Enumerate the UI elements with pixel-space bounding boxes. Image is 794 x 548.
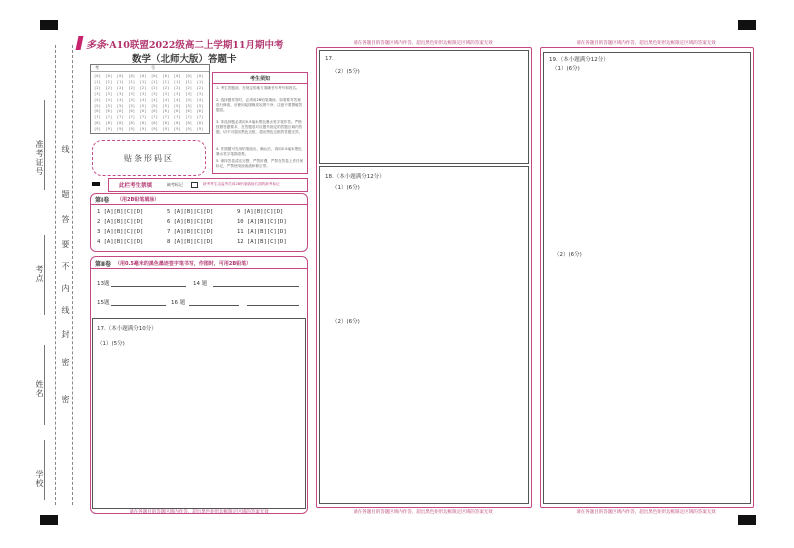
notice-item-5: 5. 保持答卷清洁完整，严禁折叠，严禁在答卷上作任何标记，严禁使用涂改液和修正带。 [216, 159, 304, 168]
section1-title-rule [91, 204, 307, 205]
id-bubble[interactable]: [9] [162, 126, 170, 132]
id-bubble[interactable]: [3] [196, 90, 204, 96]
name-underline [44, 345, 45, 425]
choice-q3[interactable]: 3 [A][B][C][D] [97, 229, 144, 235]
forbidden-marker [92, 182, 100, 186]
q14-answer-line[interactable] [213, 286, 299, 287]
q15-label: 15题 [97, 300, 110, 306]
forbidden-row [108, 178, 308, 192]
id-bubble[interactable]: [1] [151, 78, 158, 84]
id-bubble[interactable]: [2] [151, 84, 158, 90]
student-id-grid[interactable] [90, 64, 210, 134]
id-bubble[interactable]: [6] [196, 108, 204, 114]
section2-title: 第Ⅱ卷 [95, 261, 111, 268]
section1-hint: （用2B铅笔填涂） [117, 197, 160, 203]
q18-part1: （1）(6分) [332, 185, 360, 191]
id-bubble[interactable]: [9] [128, 126, 136, 132]
id-bubble[interactable]: [5] [116, 102, 124, 108]
id-bubble[interactable]: [3] [139, 90, 147, 96]
id-bubble[interactable]: [0] [196, 73, 204, 78]
id-bubble[interactable]: [5] [128, 102, 136, 108]
exam-title: ·A10联盟2022级高二上学期11月期中考 [106, 40, 284, 51]
id-bubble[interactable]: [2] [162, 84, 170, 90]
choice-q11[interactable]: 11 [A][B][C][D] [237, 229, 287, 235]
seal-char-2: 题 [61, 190, 70, 199]
q15-answer-line[interactable] [111, 305, 166, 306]
id-bubble[interactable]: [1] [105, 78, 113, 84]
id-bubble[interactable]: [6] [139, 108, 147, 114]
q19-answer-box[interactable] [543, 52, 751, 504]
id-bubble[interactable]: [2] [105, 84, 113, 90]
q14-label: 14 题 [193, 281, 208, 287]
id-bubble[interactable]: [7] [139, 114, 147, 120]
notice-item-2: 2. 选择题作答时，必须用2B铅笔填涂，如需要对答案进行修改，应使用绘图橡皮轻擦干净，注意不要擦破答题卷。 [216, 98, 303, 112]
id-bubble[interactable]: [6] [162, 108, 170, 114]
notice-item-4: 4. 作图题可先用铅笔绘出，确认后，再用0.5毫米黑色墨水签字笔描清楚。 [216, 147, 302, 156]
id-bubble[interactable]: [3] [128, 90, 136, 96]
id-bubble[interactable]: [7] [196, 114, 204, 120]
seat-underline [44, 235, 45, 315]
id-bubble[interactable]: [7] [105, 114, 113, 120]
id-bubble[interactable]: [6] [105, 108, 113, 114]
choice-q2[interactable]: 2 [A][B][C][D] [97, 219, 144, 225]
id-bubble[interactable]: [1] [196, 78, 204, 84]
id-bubble[interactable]: [4] [128, 96, 136, 102]
id-grid-label-left: 考 [95, 65, 99, 70]
id-grid-label-right: 号 [151, 65, 155, 70]
id-bubble[interactable]: [6] [128, 108, 136, 114]
id-bubble[interactable]: [1] [139, 78, 147, 84]
id-bubble[interactable]: [5] [173, 102, 181, 108]
q19-part1: （1）(6分) [552, 66, 580, 72]
q17-continued-title: 17. [325, 56, 334, 62]
id-bubble[interactable]: [0] [94, 73, 101, 78]
missing-exam-checkbox[interactable] [191, 182, 198, 188]
id-bubble[interactable]: [6] [173, 108, 181, 114]
id-bubble[interactable]: [2] [196, 84, 204, 90]
id-bubble[interactable]: [2] [116, 84, 124, 90]
id-bubble[interactable]: [7] [162, 114, 170, 120]
id-bubble[interactable]: [8] [173, 120, 181, 126]
id-bubble[interactable]: [8] [116, 120, 124, 126]
registration-mark-bottom-left [40, 515, 58, 525]
q17-part1: （1）(5分) [97, 341, 125, 347]
id-bubble[interactable]: [8] [139, 120, 147, 126]
q13-label: 13题 [97, 281, 110, 287]
school-underline [44, 440, 45, 500]
col3-top-warning: 请在各题目的答题区域内作答，超出黑色矩形边框限定区域的答案无效 [576, 41, 716, 46]
q17-title: 17.（本小题满分10分） [97, 326, 157, 332]
id-bubble[interactable]: [0] [162, 73, 170, 78]
id-bubble[interactable]: [6] [116, 108, 124, 114]
q19-title: 19.（本小题满分12分） [549, 57, 609, 63]
q16-label: 16 题 [171, 300, 186, 306]
id-bubble[interactable]: [9] [173, 126, 181, 132]
brand-name: 多条 [86, 40, 106, 51]
id-bubble[interactable]: [4] [151, 96, 158, 102]
id-grid-top-rule [91, 71, 209, 72]
q18-title: 18.（本小题满分12分） [325, 174, 385, 180]
id-bubble[interactable]: [5] [162, 102, 170, 108]
registration-mark-bottom-right [738, 515, 756, 525]
choice-q12[interactable]: 12 [A][B][C][D] [237, 239, 287, 245]
registration-mark-top-right [738, 20, 756, 30]
id-bubble[interactable]: [1] [128, 78, 136, 84]
exam-id-underline [44, 100, 45, 190]
id-bubble[interactable]: [3] [94, 90, 101, 96]
id-bubble[interactable]: [4] [196, 96, 204, 102]
brand-logo [76, 36, 84, 50]
q16-answer-line-b[interactable] [247, 305, 299, 306]
registration-mark-top-left [40, 20, 58, 30]
id-bubble[interactable]: [4] [162, 96, 170, 102]
id-bubble[interactable]: [8] [94, 120, 101, 126]
missing-exam-label: 缺考标记 [167, 182, 183, 187]
seal-char-7: 线 [61, 306, 70, 315]
id-bubble[interactable]: [1] [185, 78, 193, 84]
choice-q8[interactable]: 8 [A][B][C][D] [167, 239, 214, 245]
exam-id-label: 准考证号 [35, 140, 44, 176]
seal-char-4: 要 [61, 240, 70, 249]
seal-char-6: 内 [61, 284, 70, 293]
id-bubble[interactable]: [9] [151, 126, 158, 132]
notice-title-rule [213, 83, 307, 84]
id-bubble[interactable]: [3] [162, 90, 170, 96]
notice-item-1: 1. 考生答题前，在规定的地方准确书写考号和姓名。 [216, 86, 300, 90]
section1-title: 第Ⅰ卷 [95, 197, 110, 204]
col3-bottom-warning: 请在各题目的答题区域内作答，超出黑色矩形边框限定区域的答案无效 [576, 510, 716, 515]
id-bubble[interactable]: [4] [116, 96, 124, 102]
id-bubble[interactable]: [8] [162, 120, 170, 126]
id-bubble[interactable]: [5] [139, 102, 147, 108]
notice-item-3: 3. 非选择题必须用0.5毫米黑色墨水签字笔作答。严格按照答题要求，在答题卷对应题号指定的答题区域内答题，切不可超出黑色边框，超出黑色边框的答题无效。 [216, 120, 303, 134]
id-bubble[interactable]: [9] [94, 126, 101, 132]
id-bubble[interactable]: [3] [151, 90, 158, 96]
id-bubble[interactable]: [7] [94, 114, 101, 120]
q13-answer-line[interactable] [111, 286, 186, 287]
id-bubble[interactable]: [9] [116, 126, 124, 132]
id-bubble[interactable]: [3] [116, 90, 124, 96]
id-bubble[interactable]: [2] [185, 84, 193, 90]
id-bubble[interactable]: [9] [185, 126, 193, 132]
q18-part2: （2）(6分) [332, 319, 360, 325]
notice-box [212, 72, 308, 174]
id-bubble[interactable]: [1] [94, 78, 101, 84]
section2-title-rule [91, 268, 307, 269]
seal-line-outer [55, 45, 56, 505]
id-bubble[interactable]: [5] [185, 102, 193, 108]
id-bubble[interactable]: [8] [105, 120, 113, 126]
section1-panel [90, 193, 308, 252]
id-bubble[interactable]: [3] [173, 90, 181, 96]
q17-answer-box[interactable] [92, 318, 306, 509]
q16-answer-line-a[interactable] [189, 305, 239, 306]
seal-char-5: 不 [61, 262, 70, 271]
id-bubble[interactable]: [9] [139, 126, 147, 132]
id-bubble[interactable]: [0] [139, 73, 147, 78]
q17-continued-box[interactable] [319, 50, 529, 164]
id-bubble[interactable]: [0] [105, 73, 113, 78]
id-bubble[interactable]: [5] [94, 102, 101, 108]
choice-q7[interactable]: 7 [A][B][C][D] [167, 229, 214, 235]
choice-q5[interactable]: 5 [A][B][C][D] [167, 209, 214, 215]
choice-q1[interactable]: 1 [A][B][C][D] [97, 209, 144, 215]
id-bubble[interactable]: [6] [94, 108, 101, 114]
id-bubble[interactable]: [9] [105, 126, 113, 132]
id-bubble[interactable]: [2] [173, 84, 181, 90]
seal-char-10: 密 [61, 395, 70, 404]
col2-panel [316, 47, 532, 508]
col1-bottom-warning: 请在各题目的答题区域内作答，超出黑色矩形边框限定区域的答案无效 [129, 510, 269, 515]
name-label: 姓名 [35, 380, 44, 398]
id-bubble[interactable]: [5] [196, 102, 204, 108]
id-bubble[interactable]: [1] [116, 78, 124, 84]
id-bubble[interactable]: [4] [105, 96, 113, 102]
seal-char-1: 线 [61, 145, 70, 154]
id-bubble[interactable]: [7] [151, 114, 158, 120]
id-bubble[interactable]: [2] [94, 84, 101, 90]
id-bubble[interactable]: [7] [173, 114, 181, 120]
choice-q9[interactable]: 9 [A][B][C][D] [237, 209, 284, 215]
id-bubble[interactable]: [4] [139, 96, 147, 102]
seal-char-8: 封 [61, 330, 70, 339]
id-bubble[interactable]: [4] [94, 96, 101, 102]
id-bubble[interactable]: [1] [162, 78, 170, 84]
id-bubble[interactable]: [7] [185, 114, 193, 120]
id-bubble[interactable]: [5] [105, 102, 113, 108]
id-bubble[interactable]: [6] [151, 108, 158, 114]
id-bubble[interactable]: [5] [151, 102, 158, 108]
id-bubble[interactable]: [7] [128, 114, 136, 120]
barcode-area-label: 贴条形码区 [124, 154, 174, 163]
id-bubble[interactable]: [8] [151, 120, 158, 126]
section2-hint: （用0.5毫米的黑色墨迹签字笔书写，作图时，可用2B铅笔） [115, 261, 252, 267]
seal-line-inner [72, 45, 73, 505]
id-bubble[interactable]: [6] [185, 108, 193, 114]
school-label: 学校 [35, 470, 44, 488]
col3-panel [540, 47, 754, 508]
sheet-subtitle: 数学（北师大版）答题卡 [132, 54, 237, 65]
seal-char-3: 答 [61, 215, 70, 224]
id-bubble[interactable]: [2] [139, 84, 147, 90]
id-bubble[interactable]: [0] [185, 73, 193, 78]
id-bubble[interactable]: [4] [173, 96, 181, 102]
id-bubble[interactable]: [3] [105, 90, 113, 96]
col2-top-warning: 请在各题目的答题区域内作答，超出黑色矩形边框限定区域的答案无效 [353, 41, 493, 46]
barcode-area[interactable] [92, 140, 206, 176]
id-bubble[interactable]: [0] [151, 73, 158, 78]
id-bubble[interactable]: [7] [116, 114, 124, 120]
choice-q6[interactable]: 6 [A][B][C][D] [167, 219, 214, 225]
id-bubble[interactable]: [8] [185, 120, 193, 126]
col2-bottom-warning: 请在各题目的答题区域内作答，超出黑色矩形边框限定区域的答案无效 [353, 510, 493, 515]
forbidden-label: 此栏考生禁填 [119, 183, 153, 189]
missing-exam-note: 缺考考生由监考员用2B铅笔填涂右面的缺考标记 [203, 182, 280, 186]
q18-answer-box[interactable] [319, 166, 529, 504]
id-bubble[interactable]: [8] [196, 120, 204, 126]
choice-q4[interactable]: 4 [A][B][C][D] [97, 239, 144, 245]
q17-part2: （2）(5分) [332, 69, 360, 75]
q19-part2: （2）(6分) [554, 252, 582, 258]
id-bubble[interactable]: [3] [185, 90, 193, 96]
id-bubble[interactable]: [0] [116, 73, 124, 78]
id-bubble[interactable]: [4] [185, 96, 193, 102]
notice-title: 考生须知 [249, 76, 270, 82]
id-bubble[interactable]: [0] [173, 73, 181, 78]
seat-label: 考点 [35, 265, 44, 283]
id-bubble[interactable]: [9] [196, 126, 204, 132]
id-bubble[interactable]: [8] [128, 120, 136, 126]
choice-q10[interactable]: 10 [A][B][C][D] [237, 219, 287, 225]
id-bubble[interactable]: [0] [128, 73, 136, 78]
id-bubble[interactable]: [1] [173, 78, 181, 84]
seal-char-9: 密 [61, 358, 70, 367]
id-bubble[interactable]: [2] [128, 84, 136, 90]
